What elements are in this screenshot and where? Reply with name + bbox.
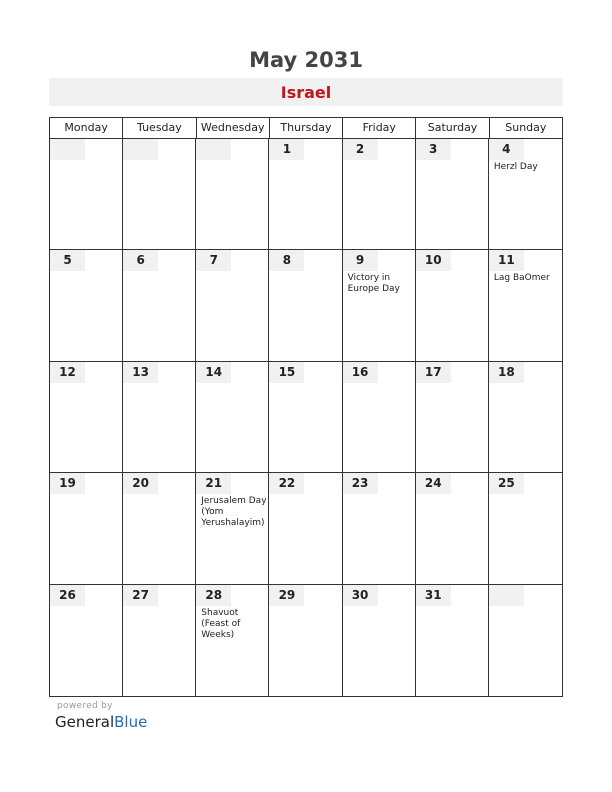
day-cell — [50, 473, 123, 584]
day-number: 22 — [269, 473, 304, 494]
brand-blue: Blue — [114, 713, 148, 731]
calendar-grid — [49, 117, 563, 697]
day-number: 4 — [489, 139, 524, 160]
day-cell — [50, 139, 123, 250]
day-cell — [269, 585, 342, 696]
day-number: 9 — [343, 250, 378, 271]
calendar-title: May 2031 — [249, 48, 363, 72]
day-cell — [196, 362, 269, 473]
day-number: 23 — [343, 473, 378, 494]
day-cell — [416, 585, 489, 696]
country-band — [49, 78, 563, 106]
day-number: 2 — [343, 139, 378, 160]
day-number: 26 — [50, 585, 85, 606]
day-number: 1 — [269, 139, 304, 160]
day-number: 16 — [343, 362, 378, 383]
day-cell — [50, 250, 123, 361]
day-number: 19 — [50, 473, 85, 494]
weekday-thursday: Thursday — [270, 118, 343, 138]
day-number: 24 — [416, 473, 451, 494]
day-number: 28 — [196, 585, 231, 606]
day-cell — [416, 362, 489, 473]
weekday-saturday: Saturday — [416, 118, 489, 138]
day-number: 20 — [123, 473, 158, 494]
day-number: 14 — [196, 362, 231, 383]
day-number: 31 — [416, 585, 451, 606]
day-cell — [343, 250, 416, 361]
day-number: 13 — [123, 362, 158, 383]
day-number: 10 — [416, 250, 451, 271]
day-cell — [489, 250, 562, 361]
day-cell — [343, 585, 416, 696]
day-cell — [123, 362, 196, 473]
day-cell — [50, 362, 123, 473]
day-number: 15 — [269, 362, 304, 383]
day-number — [489, 585, 524, 606]
brand-general: General — [55, 713, 115, 731]
day-cell — [489, 139, 562, 250]
day-cell — [343, 473, 416, 584]
day-number — [50, 139, 85, 160]
day-number: 30 — [343, 585, 378, 606]
day-cell — [489, 585, 562, 696]
day-number: 11 — [489, 250, 524, 271]
day-number: 29 — [269, 585, 304, 606]
country-name: Israel — [280, 83, 332, 102]
day-number: 3 — [416, 139, 451, 160]
day-cell — [196, 250, 269, 361]
day-cell — [196, 473, 269, 584]
day-cell — [416, 473, 489, 584]
day-cell — [416, 139, 489, 250]
weekday-tuesday: Tuesday — [123, 118, 196, 138]
weekday-monday: Monday — [50, 118, 123, 138]
day-cell — [196, 585, 269, 696]
weekday-wednesday: Wednesday — [197, 118, 270, 138]
day-cell — [269, 362, 342, 473]
day-number — [196, 139, 231, 160]
day-cell — [489, 473, 562, 584]
day-cell — [269, 250, 342, 361]
holiday-label: Shavuot (Feast of Weeks) — [201, 607, 241, 640]
weekday-header-row — [50, 118, 562, 139]
day-number: 7 — [196, 250, 231, 271]
day-cell — [269, 473, 342, 584]
day-cell — [196, 139, 269, 250]
day-cell — [269, 139, 342, 250]
holiday-label: Lag BaOmer — [493, 273, 550, 284]
holiday-label: Herzl Day — [493, 162, 538, 172]
generalblue-logo[interactable] — [55, 713, 147, 731]
holiday-label: Victory in Europe Day — [347, 273, 400, 295]
weekday-friday: Friday — [343, 118, 416, 138]
day-cell — [343, 362, 416, 473]
day-cell — [123, 473, 196, 584]
holiday-label: Jerusalem Day (Yom Yerushalayim) — [201, 496, 267, 529]
day-cell — [123, 139, 196, 250]
day-number: 6 — [123, 250, 158, 271]
weekday-sunday: Sunday — [505, 121, 547, 134]
day-cell — [50, 585, 123, 696]
day-number: 27 — [123, 585, 158, 606]
day-number — [123, 139, 158, 160]
day-number: 17 — [416, 362, 451, 383]
day-cell — [123, 250, 196, 361]
day-cell — [489, 362, 562, 473]
day-number: 18 — [489, 362, 524, 383]
day-number: 25 — [489, 473, 524, 494]
day-cell — [416, 250, 489, 361]
day-number: 8 — [269, 250, 304, 271]
day-grid — [50, 139, 562, 696]
day-cell — [123, 585, 196, 696]
day-cell — [343, 139, 416, 250]
day-number: 12 — [50, 362, 85, 383]
powered-by-text: powered by — [57, 701, 113, 711]
day-number: 21 — [196, 473, 231, 494]
day-number: 5 — [50, 250, 85, 271]
